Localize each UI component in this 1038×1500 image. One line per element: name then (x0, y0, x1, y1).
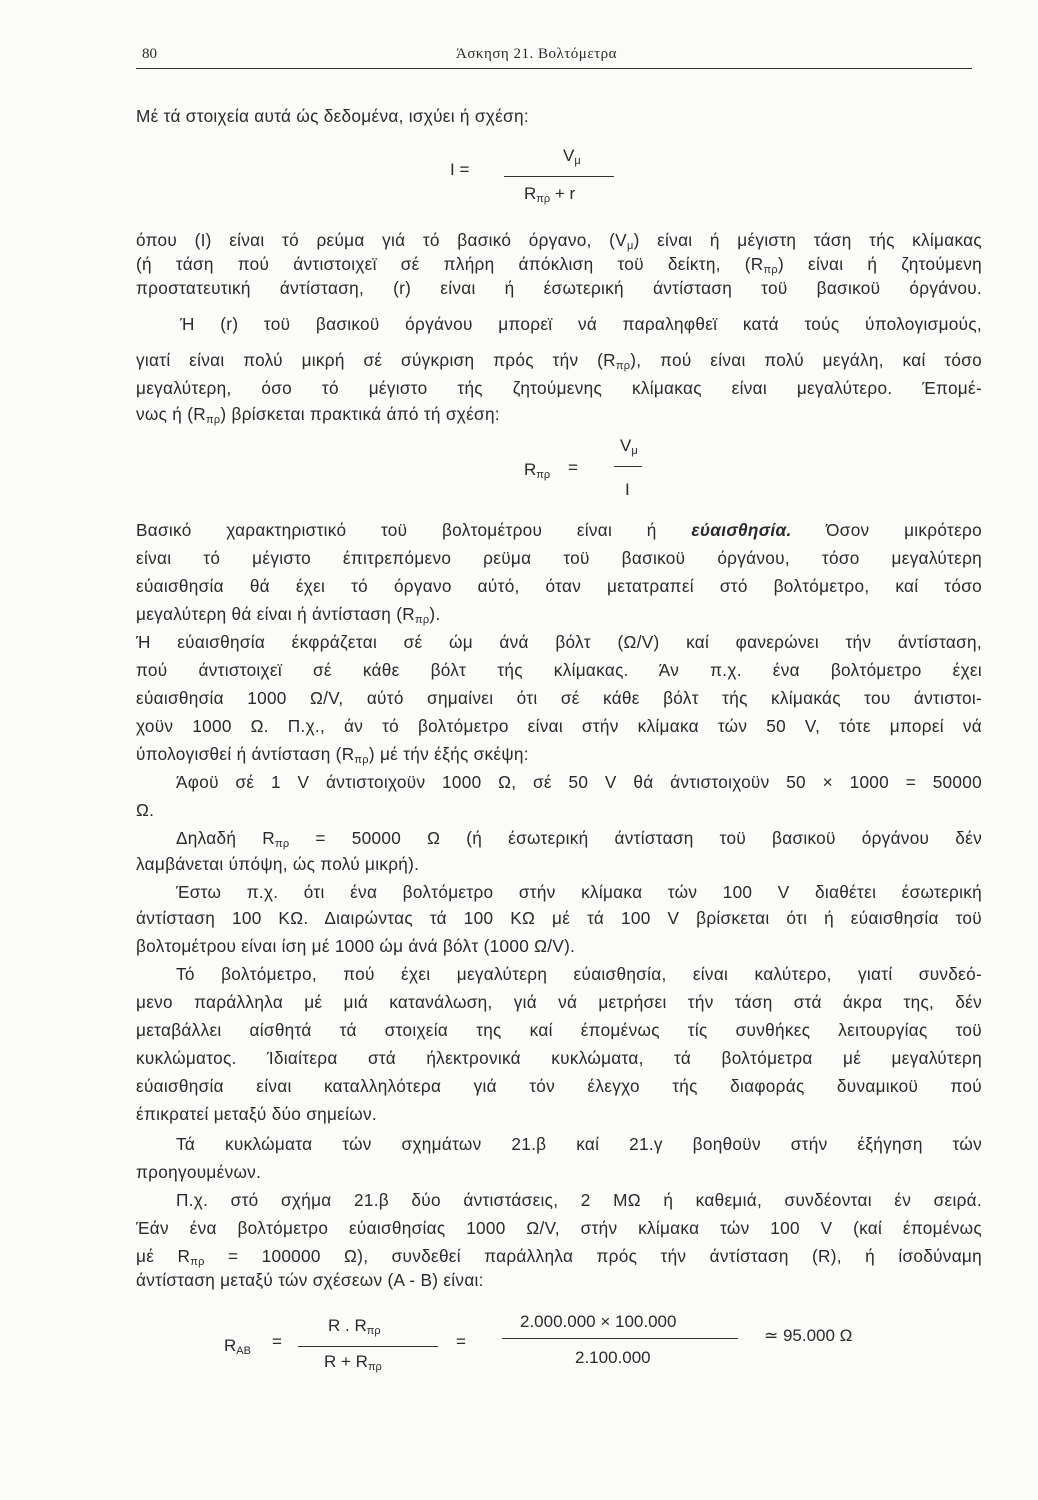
text-line: πού άντιστοιχεϊ σέ κάθε βόλτ τής κλίμακας. Άν π.χ. ένα βολτόμετρο έχει (136, 660, 982, 680)
text-line: όπου (I) είναι τό ρεύμα γιά τό βασικό όργανο, $(V_\mu)$ είναι ή μέγιστη τάση τής κλίμακας (136, 230, 982, 252)
text-line: Δηλαδή $R_{\pi\rho} = 50000$ Ω (ή έσωτερική άντίσταση τοϋ βασικοϋ όργάνου δέν (176, 828, 982, 850)
text-line: μενο παράλληλα μέ μιά κατανάλωση, γιά νά μετρήσει τήν τάση στά άκρα της, δέν (136, 992, 982, 1012)
text-line: μεταβάλλει αίσθητά τά στοιχεία της καί έπομένως τίς συνθήκες λειτουργίας τοϋ (136, 1020, 982, 1040)
fraction-bar (502, 1338, 738, 1339)
text-line: λαμβάνεται ύπόψη, ώς πολύ μικρή). (136, 854, 420, 874)
text-line: Τά κυκλώματα τών σχημάτων 21.β καί 21.γ βοηθοϋν στήν έξήγηση τών (176, 1134, 982, 1154)
text-line: (ή τάση πού άντιστοιχεϊ σέ πλήρη άπόκλιση τοϋ δείκτη, $(R_{\pi\rho})$ είναι ή ζητούμενη (136, 254, 982, 276)
text-line: άντίσταση 100 ΚΩ. Διαιρώντας τά 100 ΚΩ μέ τά 100 V βρίσκεται ότι ή εύαισθησία τοϋ (136, 908, 982, 928)
text-line: Έάν ένα βολτόμετρο εύαισθησίας 1000 Ω/V, στήν κλίμακα τών 100 V (καί έπομένως (136, 1218, 982, 1238)
text-line: Ω. (136, 800, 155, 820)
text-line: μέ $R_{\pi\rho} = 100000$ Ω), συνδεθεί παράλληλα πρός τήν άντίσταση (R), ή ίσοδύναμη (136, 1246, 982, 1268)
page-header (136, 44, 972, 69)
fraction-bar (614, 466, 642, 467)
fraction-bar (298, 1346, 438, 1347)
text-line: άντίσταση μεταξύ τών σχέσεων (A - B) είναι: (136, 1270, 484, 1290)
page-number: 80 (142, 46, 157, 62)
text-line: Έστω π.χ. ότι ένα βολτόμετρο στήν κλίμακα τών 100 V διαθέτει έσωτερική (176, 882, 982, 902)
text-line: είναι τό μέγιστο έπιτρεπόμενο ρεϋμα τοϋ βασικοϋ όργάνου, τόσο μεγαλύτερη (136, 548, 982, 568)
text-line: έπικρατεί μεταξύ δύο σημείων. (136, 1104, 377, 1124)
text-line: Π.χ. στό σχήμα 21.β δύο άντιστάσεις, 2 ΜΩ ή καθεμιά, συνδέονται έν σειρά. (176, 1190, 982, 1210)
text-line: Βασικό χαρακτηριστικό τοϋ βολτομέτρου είναι ή εύαισθησία. Όσον μικρότερο (136, 520, 982, 540)
text-line: προηγουμένων. (136, 1162, 262, 1182)
text-line: κυκλώματος. Ίδιαίτερα στά ήλεκτρονικά κυκλώματα, τά βολτόμετρα μέ μεγαλύτερη (136, 1048, 982, 1068)
fraction-bar (504, 176, 614, 177)
text-line: Τό βολτόμετρο, πού έχει μεγαλύτερη εύαισθησία, είναι καλύτερο, γιατί συνδεό- (176, 964, 982, 984)
text-line: ύπολογισθεί ή άντίσταση $(R_{\pi\rho})$ μέ τήν έξής σκέψη: (136, 744, 529, 766)
text-line: βολτομέτρου είναι ίση μέ 1000 ώμ άνά βόλτ (1000 Ω/V). (136, 936, 576, 956)
text-line: γιατί είναι πολύ μικρή σέ σύγκριση πρός τήν $(R_{\pi\rho})$, πού είναι πολύ μεγάλη, καί τόσο (136, 350, 982, 372)
text-line: προστατευτική άντίσταση, (r) είναι ή έσωτερική άντίσταση τοϋ βασικοϋ όργάνου. (136, 278, 982, 298)
text-line: Ή (r) τοϋ βασικοϋ όργάνου μπορεϊ νά παραληφθεϊ κατά τούς ύπολογισμούς, (180, 314, 982, 334)
intro-line: Μέ τά στοιχεία αυτά ώς δεδομένα, ισχύει ή σχέση: (136, 106, 529, 126)
text-line: εύαισθησία είναι καταλληλότερα γιά τόν έλεγχο τής διαφοράς δυναμικοϋ πού (136, 1076, 982, 1096)
text-line: χοϋν 1000 Ω. Π.χ., άν τό βολτόμετρο είναι στήν κλίμακα τών 50 V, τότε μπορεί νά (136, 716, 982, 736)
text-line: νως ή $(R_{\pi\rho})$ βρίσκεται πρακτικά άπό τή σχέση: (136, 404, 500, 426)
running-title: Άσκηση 21. Βολτόμετρα (456, 46, 618, 62)
text-line: μεγαλύτερη θά είναι ή άντίσταση $(R_{\pi\rho})$. (136, 604, 441, 626)
text-line: εύαισθησία θά έχει τό όργανο αύτό, όταν μετατραπεί στό βολτόμετρο, καί τόσο (136, 576, 982, 596)
text-line: μεγαλύτερη, όσο τό μέγιστο τής ζητούμενης κλίμακας είναι μεγαλύτερο. Έπομέ- (136, 378, 982, 398)
formula1-lhs: I = (450, 160, 470, 179)
emphasis-term: εύαισθησία. (691, 520, 792, 540)
text-line: εύαισθησία 1000 Ω/V, αύτό σημαίνει ότι σέ κάθε βόλτ τής κλίμακάς του άντιστοι- (136, 688, 982, 708)
text-line: Ή εύαισθησία έκφράζεται σέ ώμ άνά βόλτ (Ω/V) καί φανερώνει τήν άντίσταση, (136, 632, 982, 652)
text-line: Άφοϋ σέ 1 V άντιστοιχοϋν 1000 Ω, σέ 50 V θά άντιστοιχοϋν 50 × 1000 = 50000 (176, 772, 982, 792)
